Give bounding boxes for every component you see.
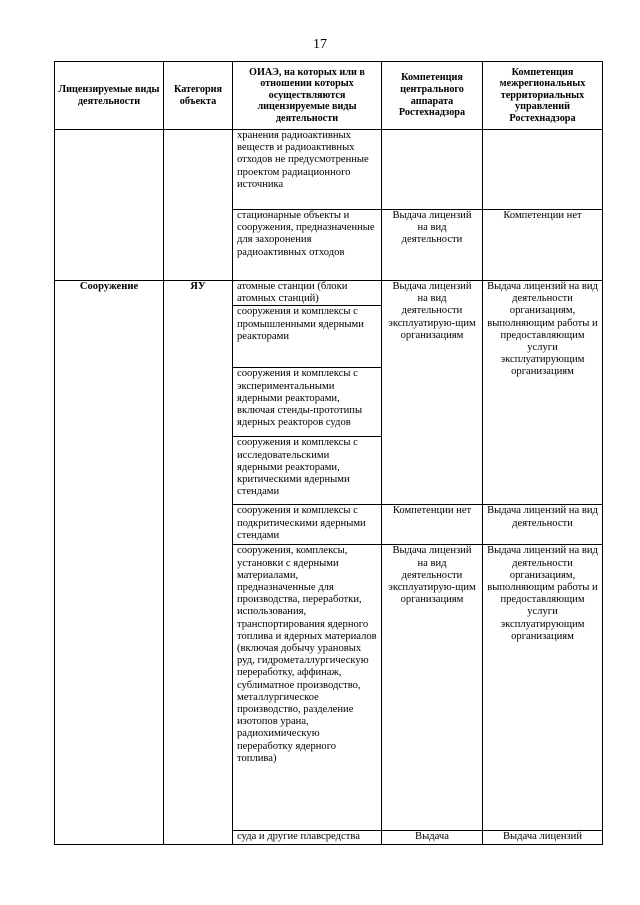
central-cell: Выдача лицензий на вид деятельности эксплуатирую-щим организациям [382,281,483,505]
page-number: 17 [313,37,327,52]
central-cell [382,130,483,210]
object-cell: сооружения и комплексы с исследовательскими ядерными реакторами, критическими ядерными стендами [233,437,382,505]
regional-cell: Выдача лицензий на вид деятельности [483,505,603,545]
regional-cell: Выдача лицензий на вид деятельности организациям, выполняющим работы и предоставляющим услуги эксплуатирующим организациям [483,281,603,505]
header-regional: Компетенция межрегиональных территориальных управлений Ростехнадзора [483,62,603,130]
central-cell: Выдача [382,831,483,845]
table-header-row [55,62,603,130]
category-cell-upper [164,130,233,281]
regional-cell [483,130,603,210]
header-objects: ОИАЭ, на которых или в отношении которых осуществляются лицензируемые виды деятельности [233,62,382,130]
activity-cell-upper [55,130,164,281]
header-category: Категория объекта [164,62,233,130]
object-cell: стационарные объекты и сооружения, предназначенные для захоронения радиоактивных отходов [233,210,382,281]
regional-cell: Компетенции нет [483,210,603,281]
object-cell: сооружения, комплексы, установки с ядерными материалами, предназначенные для производства, переработки, использования, транспортирования ядерного топлива и ядерных материалов (включая добычу урановых руд, гидрометаллургическую переработку, аффинаж, сублиматное производство, металлургическое производство, разделение изотопов урана, радиохимическую переработку ядерного топлива) [233,545,382,831]
central-cell: Компетенции нет [382,505,483,545]
object-cell: сооружения и комплексы с промышленными ядерными реакторами [233,306,382,368]
regional-cell: Выдача лицензий [483,831,603,845]
object-cell: хранения радиоактивных веществ и радиоактивных отходов не предусмотренные проектом радиационного источника [233,130,382,210]
header-central: Компетенция центрального аппарата Ростехнадзора [382,62,483,130]
table-row [55,281,603,306]
object-cell: суда и другие плавсредства [233,831,382,845]
object-cell: сооружения и комплексы с экспериментальными ядерными реакторами, включая стенды-прототипы ядерных реакторов судов [233,368,382,437]
category-cell: ЯУ [164,281,233,845]
header-activity: Лицензируемые виды деятельности [55,62,164,130]
table-row [55,130,603,210]
object-cell: атомные станции (блоки атомных станций) [233,281,382,306]
activity-cell: Сооружение [55,281,164,845]
central-cell: Выдача лицензий на вид деятельности эксплуатирую-щим организациям [382,545,483,831]
object-cell: сооружения и комплексы с подкритическими ядерными стендами [233,505,382,545]
central-cell: Выдача лицензий на вид деятельности [382,210,483,281]
regional-cell: Выдача лицензий на вид деятельности организациям, выполняющим работы и предоставляющим услуги эксплуатирующим организациям [483,545,603,831]
licensing-table [54,61,603,845]
